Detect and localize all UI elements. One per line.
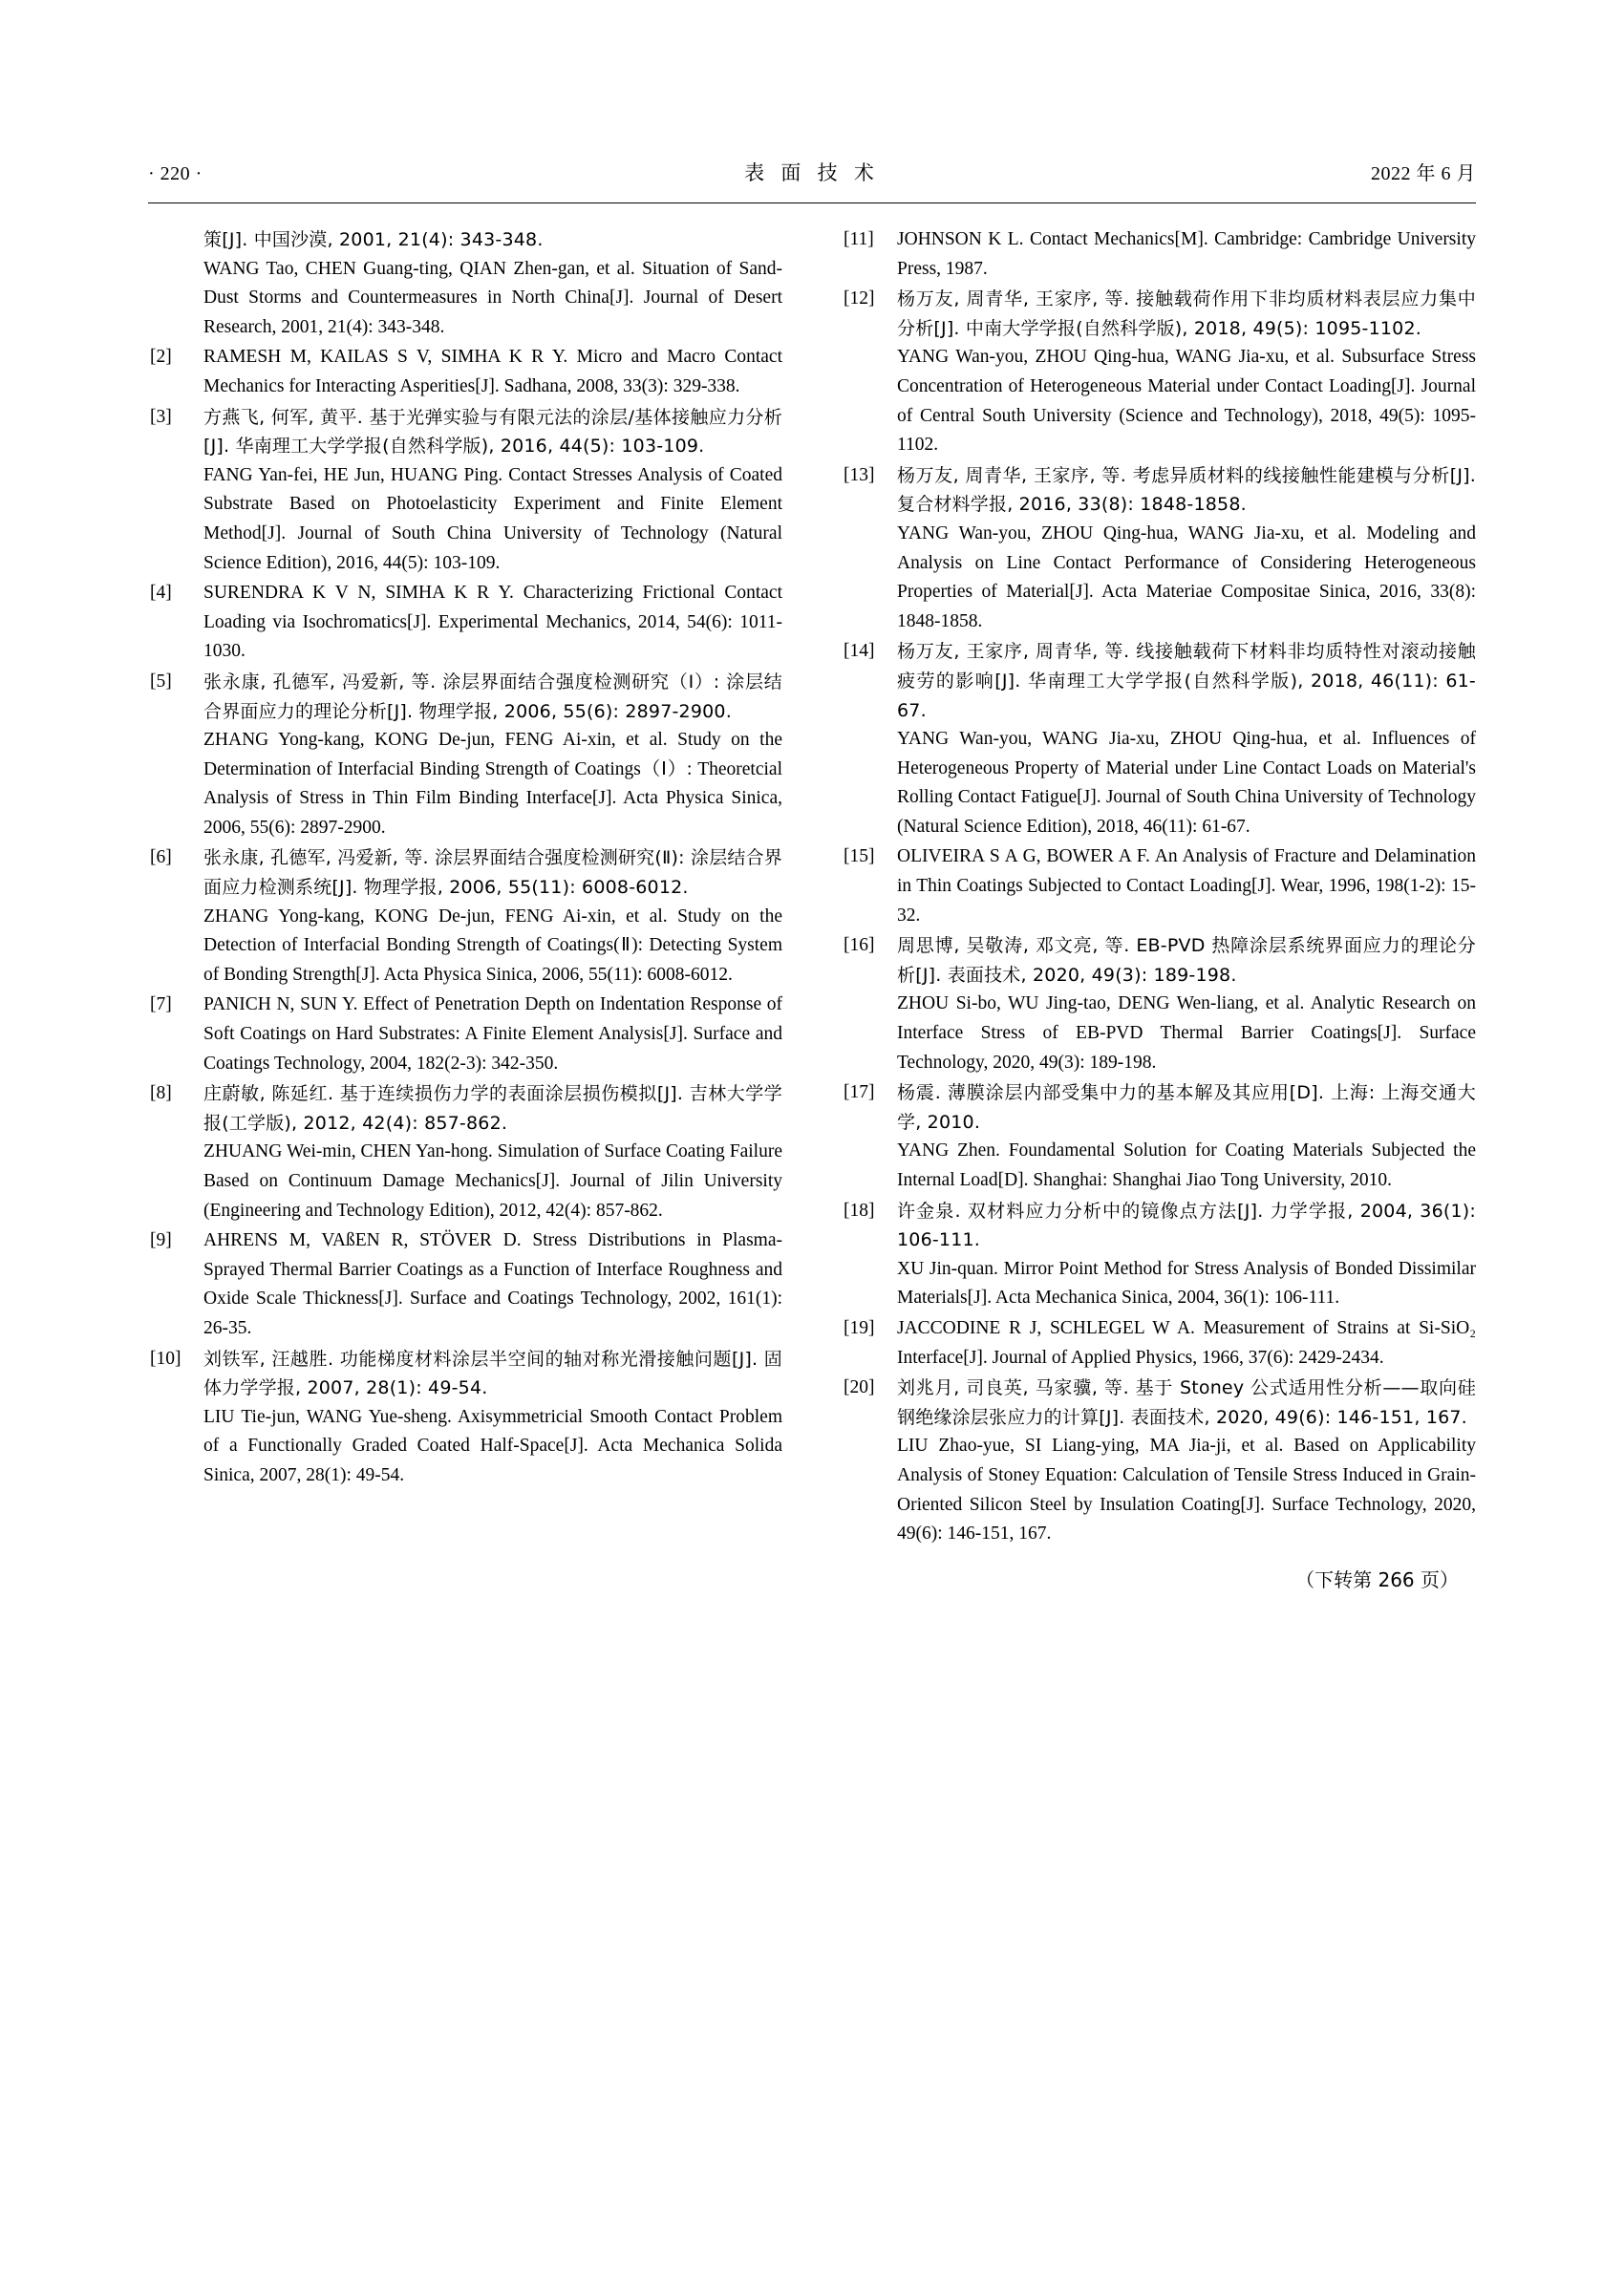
reference-number: [9]	[150, 1230, 172, 1251]
reference-entry	[148, 579, 782, 667]
reference-number: [7]	[150, 994, 172, 1015]
reference-line-english: JACCODINE R J, SCHLEGEL W A. Measurement of Strains at Si-SiO₂ Interface[J]. Journal of Applied Physics, 1966, 37(6): 2429-2434.	[897, 1317, 1476, 1368]
reference-entry	[148, 1079, 782, 1225]
reference-number: [8]	[150, 1083, 172, 1104]
reference-entry	[842, 1197, 1476, 1313]
reference-line-chinese: 策[J]. 中国沙漠, 2001, 21(4): 343-348.	[203, 229, 544, 250]
reference-entry	[842, 285, 1476, 460]
reference-number: [16]	[844, 935, 875, 956]
reference-line-english: OLIVEIRA S A G, BOWER A F. An Analysis of Fracture and Delamination in Thin Coatings Subjected to Contact Loading[J]. Wear, 1996, 198(1-2): 15-32.	[897, 846, 1476, 926]
reference-line-chinese: 张永康, 孔德军, 冯爱新, 等. 涂层界面结合强度检测研究(Ⅱ): 涂层结合界面应力检测系统[J]. 物理学报, 2006, 55(11): 6008-6012.	[203, 847, 782, 899]
reference-line-english: LIU Tie-jun, WANG Yue-sheng. Axisymmetricial Smooth Contact Problem of a Functionally Graded Coated Half-Space[J]. Acta Mechanica Solida Sinica, 2007, 28(1): 49-54.	[203, 1406, 782, 1485]
issue-date: 2022 年 6 月	[1371, 163, 1476, 184]
reference-line-chinese: 刘铁军, 汪越胜. 功能梯度材料涂层半空间的轴对称光滑接触问题[J]. 固体力学学报, 2007, 28(1): 49-54.	[203, 1348, 782, 1399]
reference-text	[203, 991, 782, 1078]
journal-title: 表 面 技 术	[744, 161, 880, 184]
reference-number: [10]	[150, 1348, 182, 1369]
reference-line-english: FANG Yan-fei, HE Jun, HUANG Ping. Contact Stresses Analysis of Coated Substrate Based on Photoelasticity Experiment and Finite Element Method[J]. Journal of South China University of Technology (Natural Science Edition), 2016, 44(5): 103-109.	[203, 464, 782, 573]
reference-text	[897, 1374, 1476, 1549]
reference-entry	[842, 842, 1476, 930]
reference-line-english: ZHANG Yong-kang, KONG De-jun, FENG Ai-xin, et al. Study on the Detection of Interfacial Bonding Strength of Coatings(Ⅱ): Detecting System of Bonding Strength[J]. Acta Physica Sinica, 2006, 55(11): 6008-6012.	[203, 906, 782, 985]
page-number: · 220 ·	[148, 163, 203, 184]
reference-number: [18]	[844, 1200, 875, 1221]
reference-number: [17]	[844, 1082, 875, 1103]
reference-number: [11]	[844, 229, 874, 249]
reference-line-english: YANG Wan-you, ZHOU Qing-hua, WANG Jia-xu, et al. Modeling and Analysis on Line Contact Performance of Considering Heterogeneous Properties of Material[J]. Acta Materiae Compositae Sinica, 2016, 33(8): 1848-1858.	[897, 522, 1476, 631]
reference-text	[897, 842, 1476, 930]
reference-text	[203, 343, 782, 401]
reference-text	[897, 1197, 1476, 1313]
header-divider	[148, 202, 1476, 203]
reference-entry	[148, 1345, 782, 1491]
reference-text	[203, 403, 782, 579]
reference-text	[203, 1226, 782, 1343]
reference-number: [3]	[150, 406, 172, 427]
reference-line-chinese: 许金泉. 双材料应力分析中的镜像点方法[J]. 力学学报, 2004, 36(1): 106-111.	[897, 1200, 1476, 1251]
reference-entry	[842, 637, 1476, 842]
reference-text	[897, 1314, 1476, 1373]
reference-line-english: RAMESH M, KAILAS S V, SIMHA K R Y. Micro and Macro Contact Mechanics for Interacting Asperities[J]. Sadhana, 2008, 33(3): 329-338.	[203, 347, 782, 396]
reference-number: [6]	[150, 847, 172, 868]
reference-number: [19]	[844, 1317, 875, 1338]
reference-text	[203, 843, 782, 990]
reference-entry	[148, 843, 782, 990]
reference-entry	[148, 343, 782, 401]
reference-line-english: XU Jin-quan. Mirror Point Method for Stress Analysis of Bonded Dissimilar Materials[J]. Acta Mechanica Sinica, 2004, 36(1): 106-111.	[897, 1258, 1476, 1309]
reference-number: [4]	[150, 583, 172, 604]
reference-text	[897, 931, 1476, 1077]
reference-line-chinese: 杨万友, 周青华, 王家序, 等. 考虑异质材料的线接触性能建模与分析[J]. 复合材料学报, 2016, 33(8): 1848-1858.	[897, 464, 1476, 516]
reference-number: [20]	[844, 1377, 875, 1398]
reference-number: [12]	[844, 288, 875, 309]
reference-line-english: JOHNSON K L. Contact Mechanics[M]. Cambridge: Cambridge University Press, 1987.	[897, 229, 1476, 279]
reference-line-english: YANG Wan-you, WANG Jia-xu, ZHOU Qing-hua, et al. Influences of Heterogeneous Property of Material under Line Contact Loads on Material's Rolling Contact Fatigue[J]. Journal of South China University of Technology (Natural Science Edition), 2018, 46(11): 61-67.	[897, 729, 1476, 837]
reference-number: [13]	[844, 464, 875, 485]
reference-entry	[148, 403, 782, 579]
reference-entry	[148, 668, 782, 843]
reference-entry	[842, 1078, 1476, 1195]
reference-text	[897, 461, 1476, 637]
reference-line-english: ZHANG Yong-kang, KONG De-jun, FENG Ai-xin, et al. Study on the Determination of Interfacial Binding Strength of Coatings（Ⅰ）: Theoretcial Analysis of Stress in Thin Film Binding Interface[J]. Acta Physica Sinica, 2006, 55(6): 2897-2900.	[203, 730, 782, 838]
reference-text	[203, 668, 782, 843]
running-head	[148, 158, 1476, 196]
reference-entry	[148, 225, 782, 342]
reference-line-chinese: 庄蔚敏, 陈延红. 基于连续损伤力学的表面涂层损伤模拟[J]. 吉林大学学报(工学版), 2012, 42(4): 857-862.	[203, 1083, 782, 1134]
reference-number: [5]	[150, 671, 172, 692]
reference-text	[203, 225, 782, 342]
reference-text	[897, 285, 1476, 460]
reference-number: [15]	[844, 846, 875, 867]
reference-line-english: WANG Tao, CHEN Guang-ting, QIAN Zhen-gan, et al. Situation of Sand-Dust Storms and Countermeasures in North China[J]. Journal of Desert Research, 2001, 21(4): 343-348.	[203, 258, 782, 337]
reference-entry	[842, 931, 1476, 1077]
reference-line-chinese: 方燕飞, 何军, 黄平. 基于光弹实验与有限元法的涂层/基体接触应力分析[J]. 华南理工大学学报(自然科学版), 2016, 44(5): 103-109.	[203, 406, 782, 458]
reference-line-english: ZHOU Si-bo, WU Jing-tao, DENG Wen-liang, et al. Analytic Research on Interface Stress of EB-PVD Thermal Barrier Coatings[J]. Surface Technology, 2020, 49(3): 189-198.	[897, 993, 1476, 1073]
reference-entry	[842, 461, 1476, 637]
reference-line-chinese: 刘兆月, 司良英, 马家骥, 等. 基于 Stoney 公式适用性分析——取向硅钢绝缘涂层张应力的计算[J]. 表面技术, 2020, 49(6): 146-151, 167.	[897, 1377, 1476, 1428]
reference-line-chinese: 张永康, 孔德军, 冯爱新, 等. 涂层界面结合强度检测研究（Ⅰ）: 涂层结合界面应力的理论分析[J]. 物理学报, 2006, 55(6): 2897-2900.	[203, 671, 782, 722]
reference-line-english: ZHUANG Wei-min, CHEN Yan-hong. Simulation of Surface Coating Failure Based on Continuum Damage Mechanics[J]. Journal of Jilin University (Engineering and Technology Edition), 2012, 42(4): 857-862.	[203, 1141, 782, 1221]
continued-note: （下转第 266 页）	[1295, 1567, 1459, 1591]
reference-entry	[148, 1226, 782, 1343]
reference-line-chinese: 周思博, 吴敬涛, 邓文亮, 等. EB-PVD 热障涂层系统界面应力的理论分析[J]. 表面技术, 2020, 49(3): 189-198.	[897, 935, 1476, 986]
reference-entry	[148, 991, 782, 1078]
reference-line-english: YANG Zhen. Foundamental Solution for Coating Materials Subjected the Internal Load[D]. Shanghai: Shanghai Jiao Tong University, 2010.	[897, 1140, 1476, 1190]
column-right	[842, 225, 1476, 1592]
reference-text	[203, 579, 782, 667]
reference-line-chinese: 杨震. 薄膜涂层内部受集中力的基本解及其应用[D]. 上海: 上海交通大学, 2010.	[897, 1082, 1476, 1133]
reference-entry	[842, 1314, 1476, 1373]
reference-text	[897, 637, 1476, 842]
reference-text	[897, 225, 1476, 284]
reference-columns	[148, 225, 1476, 1592]
reference-line-english: SURENDRA K V N, SIMHA K R Y. Characterizing Frictional Contact Loading via Isochromatics[J]. Experimental Mechanics, 2014, 54(6): 1011-1030.	[203, 583, 782, 662]
reference-number: [14]	[844, 641, 875, 662]
reference-line-english: AHRENS M, VAßEN R, STÖVER D. Stress Distributions in Plasma-Sprayed Thermal Barrier Coatings as a Function of Interface Roughness and Oxide Scale Thickness[J]. Surface and Coatings Technology, 2002, 161(1): 26-35.	[203, 1230, 782, 1338]
reference-line-chinese: 杨万友, 周青华, 王家序, 等. 接触载荷作用下非均质材料表层应力集中分析[J]. 中南大学学报(自然科学版), 2018, 49(5): 1095-1102.	[897, 288, 1476, 339]
reference-line-chinese: 杨万友, 王家序, 周青华, 等. 线接触载荷下材料非均质特性对滚动接触疲劳的影响[J]. 华南理工大学学报(自然科学版), 2018, 46(11): 61-67.	[897, 641, 1476, 721]
reference-text	[203, 1079, 782, 1225]
reference-text	[203, 1345, 782, 1491]
reference-line-english: LIU Zhao-yue, SI Liang-ying, MA Jia-ji, et al. Based on Applicability Analysis of Stoney Equation: Calculation of Tensile Stress Induced in Grain-Oriented Silicon Steel by Insulation Coating[J]. Surface Technology, 2020, 49(6): 146-151, 167.	[897, 1436, 1476, 1545]
reference-number: [2]	[150, 347, 172, 368]
reference-entry	[842, 225, 1476, 284]
column-left	[148, 225, 782, 1592]
reference-text	[897, 1078, 1476, 1195]
reference-entry	[842, 1374, 1476, 1549]
reference-line-english: PANICH N, SUN Y. Effect of Penetration Depth on Indentation Response of Soft Coatings on Hard Substrates: A Finite Element Analysis[J]. Surface and Coatings Technology, 2004, 182(2-3): 342-350.	[203, 994, 782, 1074]
reference-line-english: YANG Wan-you, ZHOU Qing-hua, WANG Jia-xu, et al. Subsurface Stress Concentration of Heterogeneous Material under Contact Loading[J]. Journal of Central South University (Science and Technology), 2018, 49(5): 1095-1102.	[897, 347, 1476, 456]
